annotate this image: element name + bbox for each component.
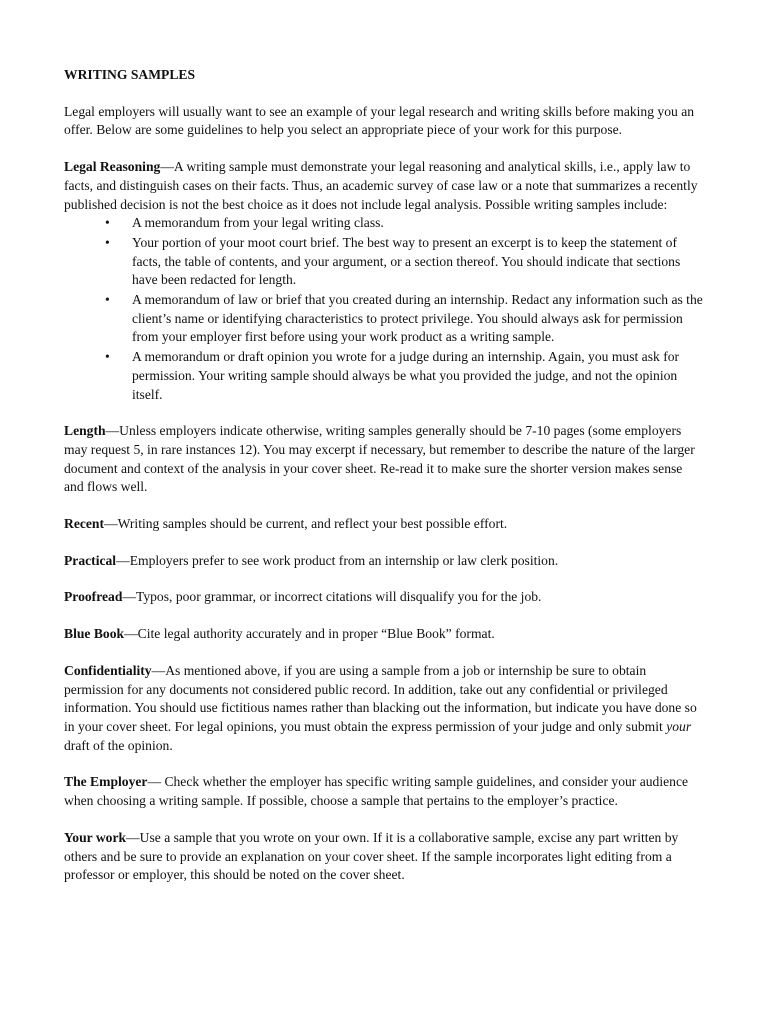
- list-item: [105, 234, 704, 290]
- list-item: [105, 214, 704, 233]
- blue-book-paragraph: [64, 625, 704, 644]
- section-body: —A writing sample must demonstrate your legal reasoning and analytical skills, i.e., apply law to facts, and distinguish cases on their facts. Thus, an academic survey of case law or a note that summarizes a recently published decision is not the best choice as it does not include legal analysis. Possible writing samples include:: [64, 159, 698, 212]
- list-item-text: A memorandum or draft opinion you wrote for a judge during an internship. Again, you must ask for permission. Your writing sample should always be what you provided the judge, and not the opinion itself.: [132, 349, 680, 402]
- section-heading: Recent: [64, 516, 105, 532]
- section-body: —Cite legal authority accurately and in proper “Blue Book” format.: [124, 626, 495, 642]
- section-your-work: [64, 829, 704, 885]
- proofread-paragraph: [64, 588, 704, 607]
- list-item-text: A memorandum of law or brief that you created during an internship. Redact any information such as the client’s name or identifying characteristics to protect privilege. You should always ask for permission from your employer first before using your work product as a writing sample.: [132, 292, 703, 345]
- bullet-icon: •: [105, 234, 110, 250]
- section-body: —Use a sample that you wrote on your own. If it is a collaborative sample, excise any part written by others and be sure to provide an explanation on your cover sheet. If the sample incorporates light editing from a professor or employer, this should be noted on the cover sheet.: [64, 829, 679, 883]
- practical-paragraph: [64, 552, 704, 571]
- section-body: —Unless employers indicate otherwise, writing samples generally should be 7-10 pages (some employers may request 5, in rare instances 12). You may excerpt if necessary, but remember to describe the nature of the larger document and context of the analysis in your cover sheet. Re-read it to make sure the shorter version makes sense and flows well.: [64, 423, 695, 495]
- list-item-text: A memorandum from your legal writing class.: [132, 215, 384, 231]
- length-paragraph: [64, 422, 704, 497]
- list-item: [105, 291, 704, 347]
- section-recent: [64, 515, 704, 534]
- bullet-icon: •: [105, 215, 110, 231]
- recent-paragraph: [64, 515, 704, 534]
- section-heading: Blue Book: [64, 626, 125, 642]
- section-body: —Employers prefer to see work product from an internship or law clerk position.: [116, 552, 559, 568]
- section-heading: Legal Reasoning: [64, 159, 161, 175]
- legal-reasoning-paragraph: [64, 158, 704, 214]
- section-body-end: draft of the opinion.: [64, 737, 173, 753]
- section-heading: Your work: [64, 829, 127, 845]
- section-length: [64, 422, 704, 497]
- document-title: WRITING SAMPLES: [64, 67, 196, 82]
- the-employer-paragraph: [64, 773, 704, 810]
- bullet-icon: •: [105, 349, 110, 365]
- section-heading: Practical: [64, 552, 117, 568]
- emphasis-text: your: [666, 718, 692, 734]
- list-item: [105, 348, 704, 404]
- section-the-employer: [64, 773, 704, 810]
- section-legal-reasoning: [64, 158, 704, 404]
- section-heading: The Employer: [64, 774, 148, 790]
- list-item-text: Your portion of your moot court brief. The best way to present an excerpt is to keep the statement of facts, the table of contents, and your argument, or a section thereof. You should indicate that sections have been redacted for length.: [132, 234, 681, 288]
- bullet-icon: •: [105, 292, 110, 308]
- writing-sample-list: [64, 214, 704, 404]
- intro-paragraph: Legal employers will usually want to see an example of your legal research and writing skills before making you an offer. Below are some guidelines to help you select an appropriate piece of your work for this purpose.: [64, 103, 695, 138]
- section-heading: Length: [64, 423, 106, 439]
- section-body: — Check whether the employer has specific writing sample guidelines, and consider your audience when choosing a writing sample. If possible, choose a sample that pertains to the employer’s practice.: [64, 774, 689, 809]
- section-heading: Proofread: [64, 589, 123, 605]
- section-body: —Writing samples should be current, and reflect your best possible effort.: [104, 516, 508, 532]
- section-body: —As mentioned above, if you are using a sample from a job or internship be sure to obtain permission for any documents not considered public record. In addition, take out any confidential or privileged information. You should use fictitious names rather than blacking out the information, but indicate you have done so in your cover sheet. For legal opinions, you must obtain the express permission of your judge and only submit: [64, 662, 697, 734]
- section-confidentiality: [64, 662, 704, 756]
- confidentiality-paragraph: [64, 662, 704, 756]
- section-body: —Typos, poor grammar, or incorrect citations will disqualify you for the job.: [122, 589, 542, 605]
- section-practical: [64, 552, 704, 571]
- section-heading: Confidentiality: [64, 662, 152, 678]
- your-work-paragraph: [64, 829, 704, 885]
- section-proofread: [64, 588, 704, 607]
- section-blue-book: [64, 625, 704, 644]
